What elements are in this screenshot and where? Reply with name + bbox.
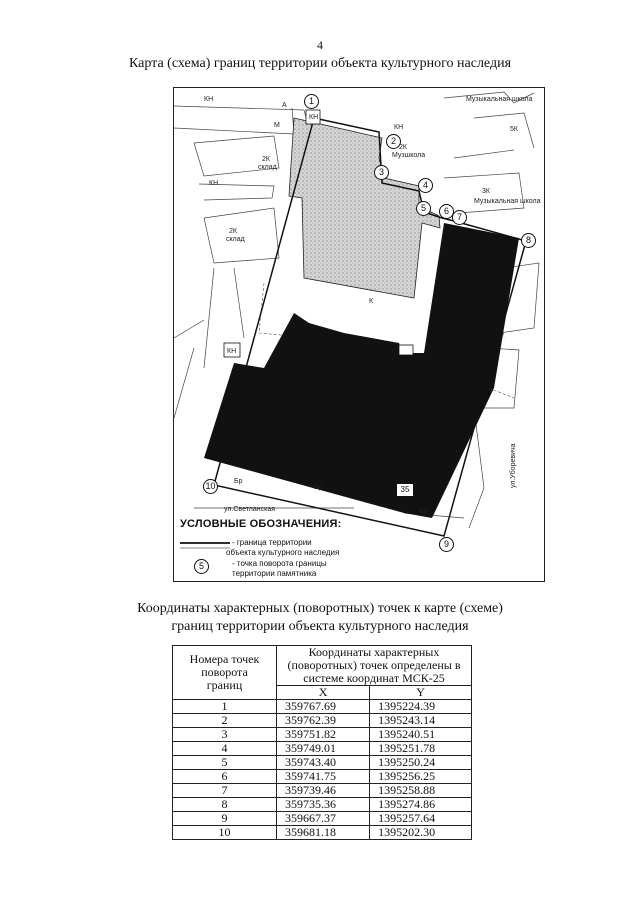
legend-point-symbol: 5	[194, 559, 209, 574]
point-7: 7	[452, 210, 467, 225]
label-kn-1: КН	[204, 96, 214, 103]
label-35: 35	[396, 483, 414, 497]
point-1: 1	[304, 94, 319, 109]
table-row: 7 359739.46 1395258.88	[173, 784, 472, 798]
table-row: 5 359743.40 1395250.24	[173, 756, 472, 770]
point-9: 9	[439, 537, 454, 552]
page-title: Карта (схема) границ территории объекта культурного наследия	[128, 56, 512, 71]
label-kn-4: КН	[209, 180, 219, 187]
table-row: 3 359751.82 1395240.51	[173, 728, 472, 742]
coordinates-table	[172, 645, 472, 840]
table-row: 1 359767.69 1395224.39	[173, 700, 472, 714]
header-point-numbers: Номера точек поворота границ	[173, 646, 277, 700]
label-muz-school-2: Музыкальная школа	[474, 198, 541, 205]
table-row: 9 359667.37 1395257.64	[173, 812, 472, 826]
point-8: 8	[521, 233, 536, 248]
label-3k: 3К	[482, 188, 490, 195]
label-sklad-1: склад	[258, 164, 277, 171]
label-ul-uborevicha: ул.Уборевича	[510, 443, 517, 488]
label-2k-2: 2К	[262, 156, 270, 163]
table-row: 8 359735.36 1395274.86	[173, 798, 472, 812]
legend-boundary-line1: - граница территории	[232, 538, 312, 547]
label-bp-2: Бр	[314, 484, 323, 491]
table-row: 4 359749.01 1395251.78	[173, 742, 472, 756]
label-sklad-2: склад	[226, 236, 245, 243]
point-5: 5	[416, 201, 431, 216]
legend-point-line2: территории памятника	[232, 569, 317, 578]
legend-title: УСЛОВНЫЕ ОБОЗНАЧЕНИЯ:	[180, 518, 342, 530]
table-row: 10 359681.18 1395202.30	[173, 826, 472, 840]
header-y: Y	[370, 686, 472, 700]
label-kn-2: КН	[309, 114, 319, 121]
table-caption-line1: Координаты характерных (поворотных) точек к карте (схеме)	[137, 601, 503, 616]
label-muzhkola: Музшкола	[392, 152, 426, 159]
site-map	[173, 87, 545, 582]
label-ul-svetlanskaya: ул.Светланская	[224, 506, 276, 513]
point-2: 2	[386, 134, 401, 149]
point-6: 6	[439, 204, 454, 219]
label-5k: 5К	[510, 126, 518, 133]
table-caption	[0, 600, 640, 636]
label-muz-school-1: Музыкальная школа	[466, 96, 533, 103]
legend-boundary-line2: объекта культурного наследия	[226, 548, 340, 557]
label-bp-1: Бр	[234, 478, 243, 485]
label-m: М	[274, 122, 280, 129]
point-3: 3	[374, 165, 389, 180]
label-bp-3: Бр	[419, 508, 428, 515]
page-number: 4	[317, 38, 323, 52]
label-2k-1: 2К	[399, 144, 407, 151]
label-kn-5: КН	[227, 348, 237, 355]
header-coordinates: Координаты характерных (поворотных) точек определены в системе координат МСК-25	[277, 646, 472, 686]
label-2k-3: 2К	[229, 228, 237, 235]
label-k: К	[369, 298, 374, 305]
legend-point-line1: - точка поворота границы	[232, 559, 327, 568]
point-4: 4	[418, 178, 433, 193]
label-a-1: А	[282, 102, 287, 109]
table-caption-line2: границ территории объекта культурного наследия	[171, 619, 469, 634]
point-10: 10	[203, 479, 218, 494]
header-x: X	[277, 686, 370, 700]
label-kn-3: КН	[394, 124, 404, 131]
table-row: 2 359762.39 1395243.14	[173, 714, 472, 728]
table-row: 6 359741.75 1395256.25	[173, 770, 472, 784]
